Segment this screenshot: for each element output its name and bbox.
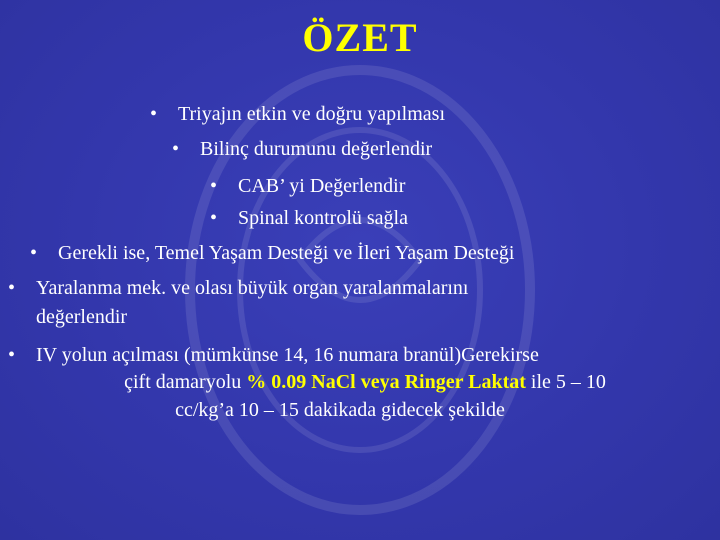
list-item-text: CAB’ yi Değerlendir (238, 175, 406, 197)
bullet-icon: • (210, 207, 218, 229)
list-item (8, 276, 468, 300)
list-item-text: Gerekli ise, Temel Yaşam Desteği ve İleri Yaşam Desteği (58, 242, 515, 264)
list-item-continuation: cc/kg’a 10 – 15 dakikada gidecek şekilde (175, 399, 505, 421)
list-item-text: Spinal kontrolü sağla (238, 207, 408, 229)
list-item (8, 343, 539, 367)
list-item (30, 241, 514, 265)
slide-title: ÖZET (302, 15, 418, 60)
list-item (210, 174, 405, 198)
list-item-text: Yaralanma mek. ve olası büyük organ yaralanmalarını (36, 277, 469, 299)
list-item-continuation: değerlendir (36, 306, 128, 328)
bullet-icon: • (150, 103, 158, 125)
bullet-icon: • (8, 277, 16, 299)
bullet-icon: • (8, 344, 16, 366)
bullet-icon: • (172, 138, 180, 160)
bullet-icon: • (210, 175, 218, 197)
list-item-text: IV yolun açılması (mümkünse 14, 16 numara branül)Gerekirse (36, 344, 539, 366)
bullet-icon: • (30, 242, 38, 264)
list-item-text: Triyajın etkin ve doğru yapılması (178, 103, 446, 125)
list-item (210, 206, 408, 230)
list-item (150, 102, 445, 126)
list-item-text: Bilinç durumunu değerlendir (200, 138, 433, 160)
list-item-continuation (0, 370, 720, 394)
list-item (172, 137, 432, 161)
iv-prefix: çift damaryolu (124, 371, 247, 393)
iv-suffix: ile 5 – 10 (525, 371, 606, 393)
fluid-highlight: % 0.09 NaCl veya Ringer Laktat (246, 371, 526, 393)
